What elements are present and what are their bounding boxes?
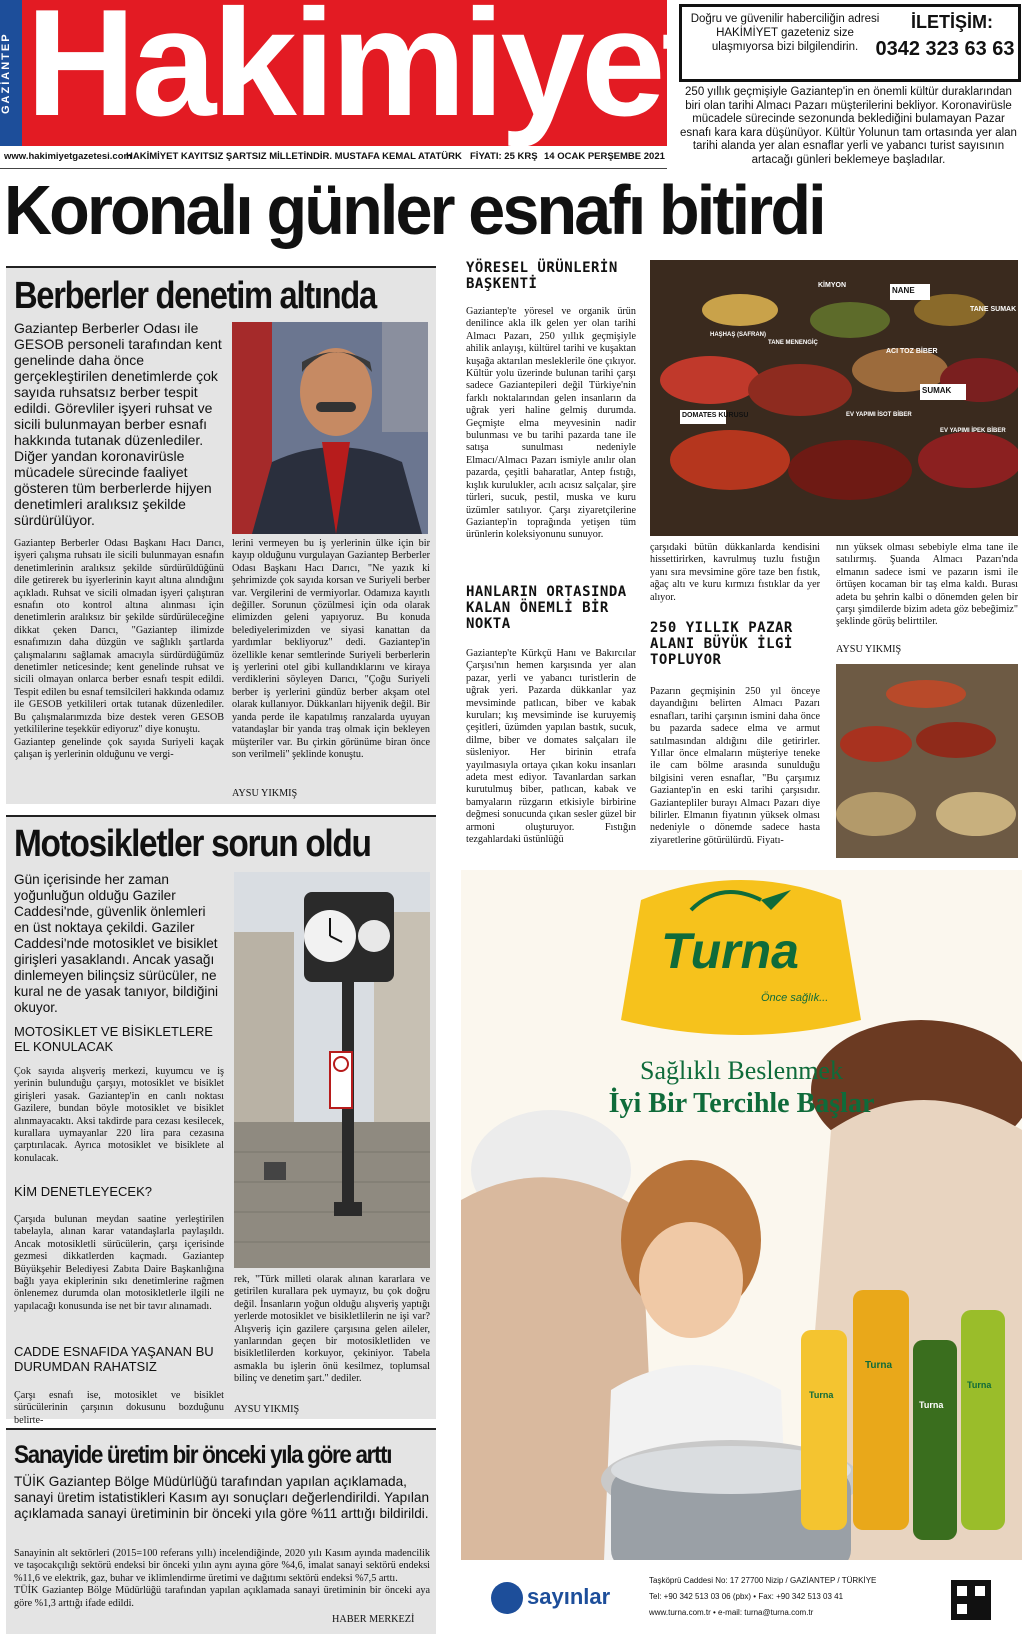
ad-tagline: Önce sağlık... <box>761 992 829 1004</box>
spice-label: NANE <box>892 286 915 295</box>
market-stall-photo <box>836 664 1018 858</box>
pazar-body-1: Gaziantep'te yöresel ve organik ürün denilince akla ilk gelen yer olan tarihi Almacı Pazarı, 250 yıllık geçmişiyle ahilik anlayışı, kültürel tarihi ve kuşaktan kuşağa aktarılan mesleklerile öne çıkıyor. Kültür yolu üzerinde bulunan tarihi çarşı sadece Gaziantepileri değil Türkiye'nin farklı noktalarından gelen insanların da uğrak yeri haline gelmiş durumda. Geçmişte elma meyvesinin nadir bulunması ve bu tarihi pazarda tane ile satışa sunulması nedeniyle Elmacı/Almacı Pazarı ismiyle anılır olan pazarda, çeşitli baharatlar, Antep fıstığı, kışlık kurulukler, acılı acısız salçalar, şire türleri, sucuk, pestil, muska ve kuru üzümler satılıyor. Çarşı ziyaretçilerine Gaziantep'in toprağında yetişen tüm ürünlerin koleksiyonunu sunuyor. <box>466 306 636 541</box>
ad-phone: Tel: +90 342 513 03 06 (pbx) • Fax: +90 342 513 03 41 <box>649 1592 844 1601</box>
sanayi-byline: HABER MERKEZİ <box>332 1614 415 1625</box>
masthead-city: GAZİANTEP <box>0 32 12 114</box>
ad-web[interactable]: www.turna.com.tr • e-mail: turna@turna.com.tr <box>649 1608 814 1617</box>
moto-sub3: CADDE ESNAFIDA YAŞANAN BU DURUMDAN RAHATSIZ <box>14 1344 214 1374</box>
spice-label: EV YAPIMI İSOT BİBER <box>846 412 912 418</box>
spice-label: DOMATES KURUSU <box>682 412 749 419</box>
pazar-byline: AYSU YIKMIŞ <box>836 644 902 655</box>
ad-company: sayınlar <box>527 1584 611 1609</box>
pazar-heading-2[interactable]: HANLARIN ORTASINDA KALAN ÖNEMLİ BİR NOKTA <box>466 584 627 632</box>
newspaper-logo[interactable]: Hakimiyet <box>26 0 709 148</box>
spice-label: SUMAK <box>922 386 952 395</box>
teaser-text: 250 yıllık geçmişiyle Gaziantep'in en önemli kültür duraklarından biri olan tarihi Almacı Pazarı müşterilerini bekliyor. Koronavirüsle mücadele sürecinde sezonunda beklediğini bulamayan Pazar esnafı kara kara düşünüyor. Kültür Yolunun tam ortasında yer alan tarihi alanda yer alan esnaflar yerli ve yabancı turist sayısının artacağı günleri beklemeye başladılar. <box>680 86 1017 166</box>
bottle-label: Turna <box>919 1400 944 1410</box>
berber-photo <box>232 322 428 534</box>
pazar-body-5: nın yüksek olması sebebiyle elma tane ile satılırmış. Şuanda Almacı Pazarı'nda elmanın sadece ismi ve pazarın ismi ile örtüşen kocaman bir taş elma kaldı. Burası adeta bu şehrin kalbi o dönemden gelen bir çarşı şimdilerde bizim adeta göz bebeğimiz" şeklinde görüş belirttiler. <box>836 542 1018 628</box>
moto-body1: Çok sayıda alışveriş merkezi, kuyumcu ve iş yerinin bulunduğu çarşıyı, motosiklet ve bisiklet girişleri yasak. Gaziantep'in en canlı noktası Gazilere, bundan böyle motosiklet ve bisiklet alınmayacaktı. Aksi takdirde para cezası kesilecek, kurallara uymayanlar 220 lira para cezasına çarptırılacak. Ayrıca motosiklet ve bisiklete al konulacak. <box>14 1066 224 1164</box>
moto-lead: Gün içerisinde her zaman yoğunluğun olduğu Gaziler Caddesi'nde, güvenlik önlemleri en üst noktaya çekildi. Gaziler Caddesi'nde motosiklet ve bisiklet girişleri yasaklandı. Ancak yasağı dinlemeyen bilinçsiz sürücüler, ne kural ne de yasak tanıyor, bildiğini okuyor. <box>14 872 219 1015</box>
berber-byline: AYSU YIKMIŞ <box>232 788 298 799</box>
pazar-body-4: Pazarın geçmişinin 250 yıl önceye dayandığını belirten Almacı Pazarı esnafları, tarihi çarşının ismini daha önce bu pazarda sadece elma ve armut satılmasından aldığını dile getirirler. Yıllar önce elmaların müşteriye teneke ile cam bölme arasında sunulduğu bilgisini veren esnaflar, "Bu çarşımız Gaziantep'in en eski tarihi çarşısıdır. Gaziantepliler burayı Almacı Pazarı diye bilirler. Elmanın fiyatının yüksek olması nedeniyle o dönemde sadece hasta ziyaretlerine götürülürdü. Fiyatı- <box>650 686 820 846</box>
section-rule <box>6 815 436 817</box>
sanayi-title[interactable]: Sanayide üretim bir önceki yıla göre arttı <box>14 1441 392 1469</box>
contact-note: Doğru ve güvenilir haberciliğin adresi HAKİMİYET gazeteniz size ulaşmıyorsa bizi bilgilendirin. <box>690 13 880 53</box>
contact-title: İLETİŞİM: <box>911 12 993 32</box>
spice-label: ACI TOZ BİBER <box>886 348 938 355</box>
ad-line1: Sağlıklı Beslenmek <box>640 1056 843 1085</box>
spice-label: KİMYON <box>818 282 846 289</box>
website-link[interactable]: www.hakimiyetgazetesi.com <box>4 151 132 162</box>
bottle-label: Turna <box>809 1390 834 1400</box>
masthead-strip <box>0 146 667 169</box>
ad-line2: İyi Bir Tercihle Başlar <box>608 1088 875 1119</box>
berber-lead: Gaziantep Berberler Odası ile GESOB personeli tarafından kent genelinde daha önce gerçekleştirilen denetimlerde çok sayıda ruhsatsız berber tespit edildi. Görevliler işyeri ruhsat ve sicili bulunmayan berber esnafı hakkında tutanak düzenlediler. Diğer yandan koronavirüsle mücadele sürecinde faaliyet gösteren tüm berberlerde hijyen denetimleri aralıksız şekilde sürdürülüyor. <box>14 320 222 528</box>
berber-col2: lerini vermeyen bu iş yerlerinin ülke için bir kayıp olduğunu vurgulayan Gaziantep Berberler Odası Başkanı Hacı Darıcı, "Ne yazık ki şehrimizde çok sayıda korsan ve Suriyeli berber var. Vergilerini de vermiyorlar. Odamıza kayıtlı değiller. Sorunun çözülmesi için oda olarak elimizden geleni yapıyoruz. Bu konuda belediyelerimizden ve siyasi kanattan da yardımlar bekliyoruz" dedi. Gaziantep'in özellikle kenar semtlerinde Suriyeli berberlerin iş yerlerini otel gibi kullandıklarını ve kiraya verdiklerini söyleyen Darıcı, "Çoğu Suriyeli berber iş yerlerini gündüz berber akşam otel olarak kullanıyor. Dükkanları hijyenik değil. Bir yanda perde ile kapatılmış ranzalarda uyuyan vatandaşlar bir yanda traş olmak için bekleyen müşteriler var. Bu çirkin görünüme biran önce son verilmeli" şeklinde konuştu. <box>232 538 430 760</box>
slogan: HAKİMİYET KAYITSIZ ŞARTSIZ MİLLETİNDİR. MUSTAFA KEMAL ATATÜRK <box>126 151 462 162</box>
section-rule <box>6 1428 436 1430</box>
pazar-heading-1[interactable]: YÖRESEL ÜRÜNLERİN BAŞKENTİ <box>466 260 618 292</box>
pazar-heading-3[interactable]: 250 YILLIK PAZAR ALANI BÜYÜK İLGİ TOPLUYOR <box>650 620 793 668</box>
moto-sub1: MOTOSİKLET VE BİSİKLETLERE EL KONULACAK <box>14 1024 213 1054</box>
moto-body2: Çarşıda bulunan meydan saatine yerleştirilen tabelayla, alınan karar vatandaşlarla paylaşıldı. Ancak motosikletli sürücülerin, çarşı içerisinde gezmesi dikkatlerden kaçmadı. Gaziantep Büyükşehir Belediyesi Zabıta Daire Başkanlığına bağlı yaya ekiplerinin sıkı denetimlerine rağmen önlenemez durumda olan motosikletlerle ilgili ne yapılacağı konusunda ise net bir tavır alınamadı. <box>14 1214 224 1312</box>
moto-byline: AYSU YIKMIŞ <box>234 1404 300 1415</box>
ad-address: Taşköprü Caddesi No: 17 27700 Nizip / GAZİANTEP / TÜRKİYE <box>649 1576 877 1585</box>
bottle-label: Turna <box>865 1360 893 1371</box>
moto-title[interactable]: Motosikletler sorun oldu <box>14 823 371 865</box>
bottle-label: Turna <box>967 1380 992 1390</box>
moto-sub2: KİM DENETLEYECEK? <box>14 1184 152 1199</box>
ad-illustration <box>461 870 1022 1634</box>
contact-phone[interactable]: 0342 323 63 63 <box>875 38 1015 60</box>
stall-illustration <box>836 664 1018 858</box>
main-headline[interactable]: Koronalı günler esnafı bitirdi <box>4 171 824 249</box>
spice-market-photo <box>650 260 1018 536</box>
moto-col2: rek, "Türk milleti olarak alınan kararlara ve getirilen kurallara pek uymayız, bu çok doğru değil. İnsanların yoğun olduğu alışveriş yaptığı yerlerde motosiklet ve bisikletlilerin ne işi var? Alışveriş için gazilere çarşısına gelen aileler, yanlarından geçen bir motosikletliden ve bisikletlilerden korkuyor, çekiniyor. Tabela asmakla bu işlerin önü kesilmez, toplumsal bilinç ve denetim şart." dediler. <box>234 1274 430 1385</box>
portrait-illustration <box>232 322 428 534</box>
berber-col1: Gaziantep Berberler Odası Başkanı Hacı Darıcı, işyeri çalışma ruhsatı ile sicili bulunmayan esnafın denetimlerinin aralıksız şekilde sürdürüldüğünü dile getirerek bu işyerlerinin kayıt altına alındığını açıkladı. Ruhsat ve sicili olmadan işyeri çalıştıran esnafın oto kontrol altına alınması için denetimlerin aralıksız bir şekilde sürdürüleceğine dikkat çeken Darıcı, "Gaziantep ilimizde esnafımızın daha düzgün ve sağlıklı şartlarda çalışmalarını sağlamak amacıyla sürdürdüğümüz denetimler neticesinde; kent genelinde ruhsat ve sicili olmayan onlarca berber esnafı tespit edildi. Tespit edilen bu esnaf temsilcileri hakkında odamız ile GESOB yetkilileri ortak tutanak düzenlediler. Bu çalışmalarımızda bize destek veren GESOB yetkililerine teşekkür ediyoruz" diye konuştu. Gaziantep genelinde çok sayıda Suriyeli kaçak çalışan iş yerlerinin olduğunu ve vergi- <box>14 538 224 760</box>
spice-label: HAŞHAŞ (SAFRAN) <box>710 332 766 338</box>
spice-label: TANE SUMAK <box>970 306 1017 313</box>
berber-title[interactable]: Berberler denetim altında <box>14 275 376 317</box>
street-illustration <box>234 872 430 1268</box>
pazar-body-2: Gaziantep'te Kürkçü Hanı ve Bakırcılar Çarşısı'nın hemen karşısında yer alan pazar, yerli ve yabancı turistlerin de uğrak yeri. Pazarda dükkanlar yaz mevsiminde patlıcan, biber ve kabak kuruları; kış mevsiminde ise kuruyemiş çeşitleri, üzümden yapılan bastık, sucuk, dilme, biber ve domates salçaları ile süsleniyor. Her birinin etrafa yayılmasıyla ortaya çıkan koku insanları adeta mest ediyor. Tavanlardan sarkan kurutulmuş biber, patlıcan, kabak ve bamyaların rüzgarın etkisiyle birbirine değmesi sonucunda çıkan sesler güzel bir armoni oluşturuyor. Fıstığın tezgahlardaki üstünlüğü <box>466 648 636 846</box>
spice-label: EV YAPIMI İPEK BİBER <box>940 428 1006 434</box>
moto-body3: Çarşı esnafı ise, motosiklet ve bisiklet sürücülerinin çarşının dokusunu bozduğunu belirte- <box>14 1390 224 1426</box>
spice-label: TANE MENENGİÇ <box>768 340 818 346</box>
price: FİYATI: 25 KRŞ <box>470 151 538 162</box>
sanayi-lead: TÜİK Gaziantep Bölge Müdürlüğü tarafından yapılan açıklamada, sanayi üretim istatistikleri Kasım ayı sonuçları değerlendirildi. Yapılan açıklamada sanayi üretiminin bir önceki yıla göre %11 arttığı bildirildi. <box>14 1474 430 1521</box>
section-rule <box>6 266 436 268</box>
clock-street-photo <box>234 872 430 1268</box>
spice-illustration <box>650 260 1018 536</box>
ad-brand[interactable]: Turna <box>661 923 799 979</box>
turna-advertisement[interactable] <box>461 870 1022 1634</box>
issue-date: 14 OCAK PERŞEMBE 2021 <box>544 151 665 162</box>
sanayi-body: Sanayinin alt sektörleri (2015=100 referans yıllı) incelendiğinde, 2020 yılı Kasım ayında madencilik ve taşocakçılığı sektörü endeksi bir önceki yılın aynı ayına göre %4,6, imalat sanayi sektörü endeksi %11,6 ve elektrik, gaz, buhar ve iklimlendirme üretimi ve dağıtımı sektörü endeksi %7,5 arttı. TÜİK Gaziantep Bölge Müdürlüğü tarafından yapılan açıklamada sanayi üretiminin bir önceki aya göre %1,3 arttığı ifade edildi. <box>14 1548 430 1609</box>
pazar-body-3: çarşıdaki bütün dükkanlarda kendisini hissettirirken, kavrulmuş tuzlu fıstığın yanı sıra mevsimine göre taze ben fıstık, ağaç altı ve kuru kırmızı fıstıklar da yer alıyor. <box>650 542 820 603</box>
